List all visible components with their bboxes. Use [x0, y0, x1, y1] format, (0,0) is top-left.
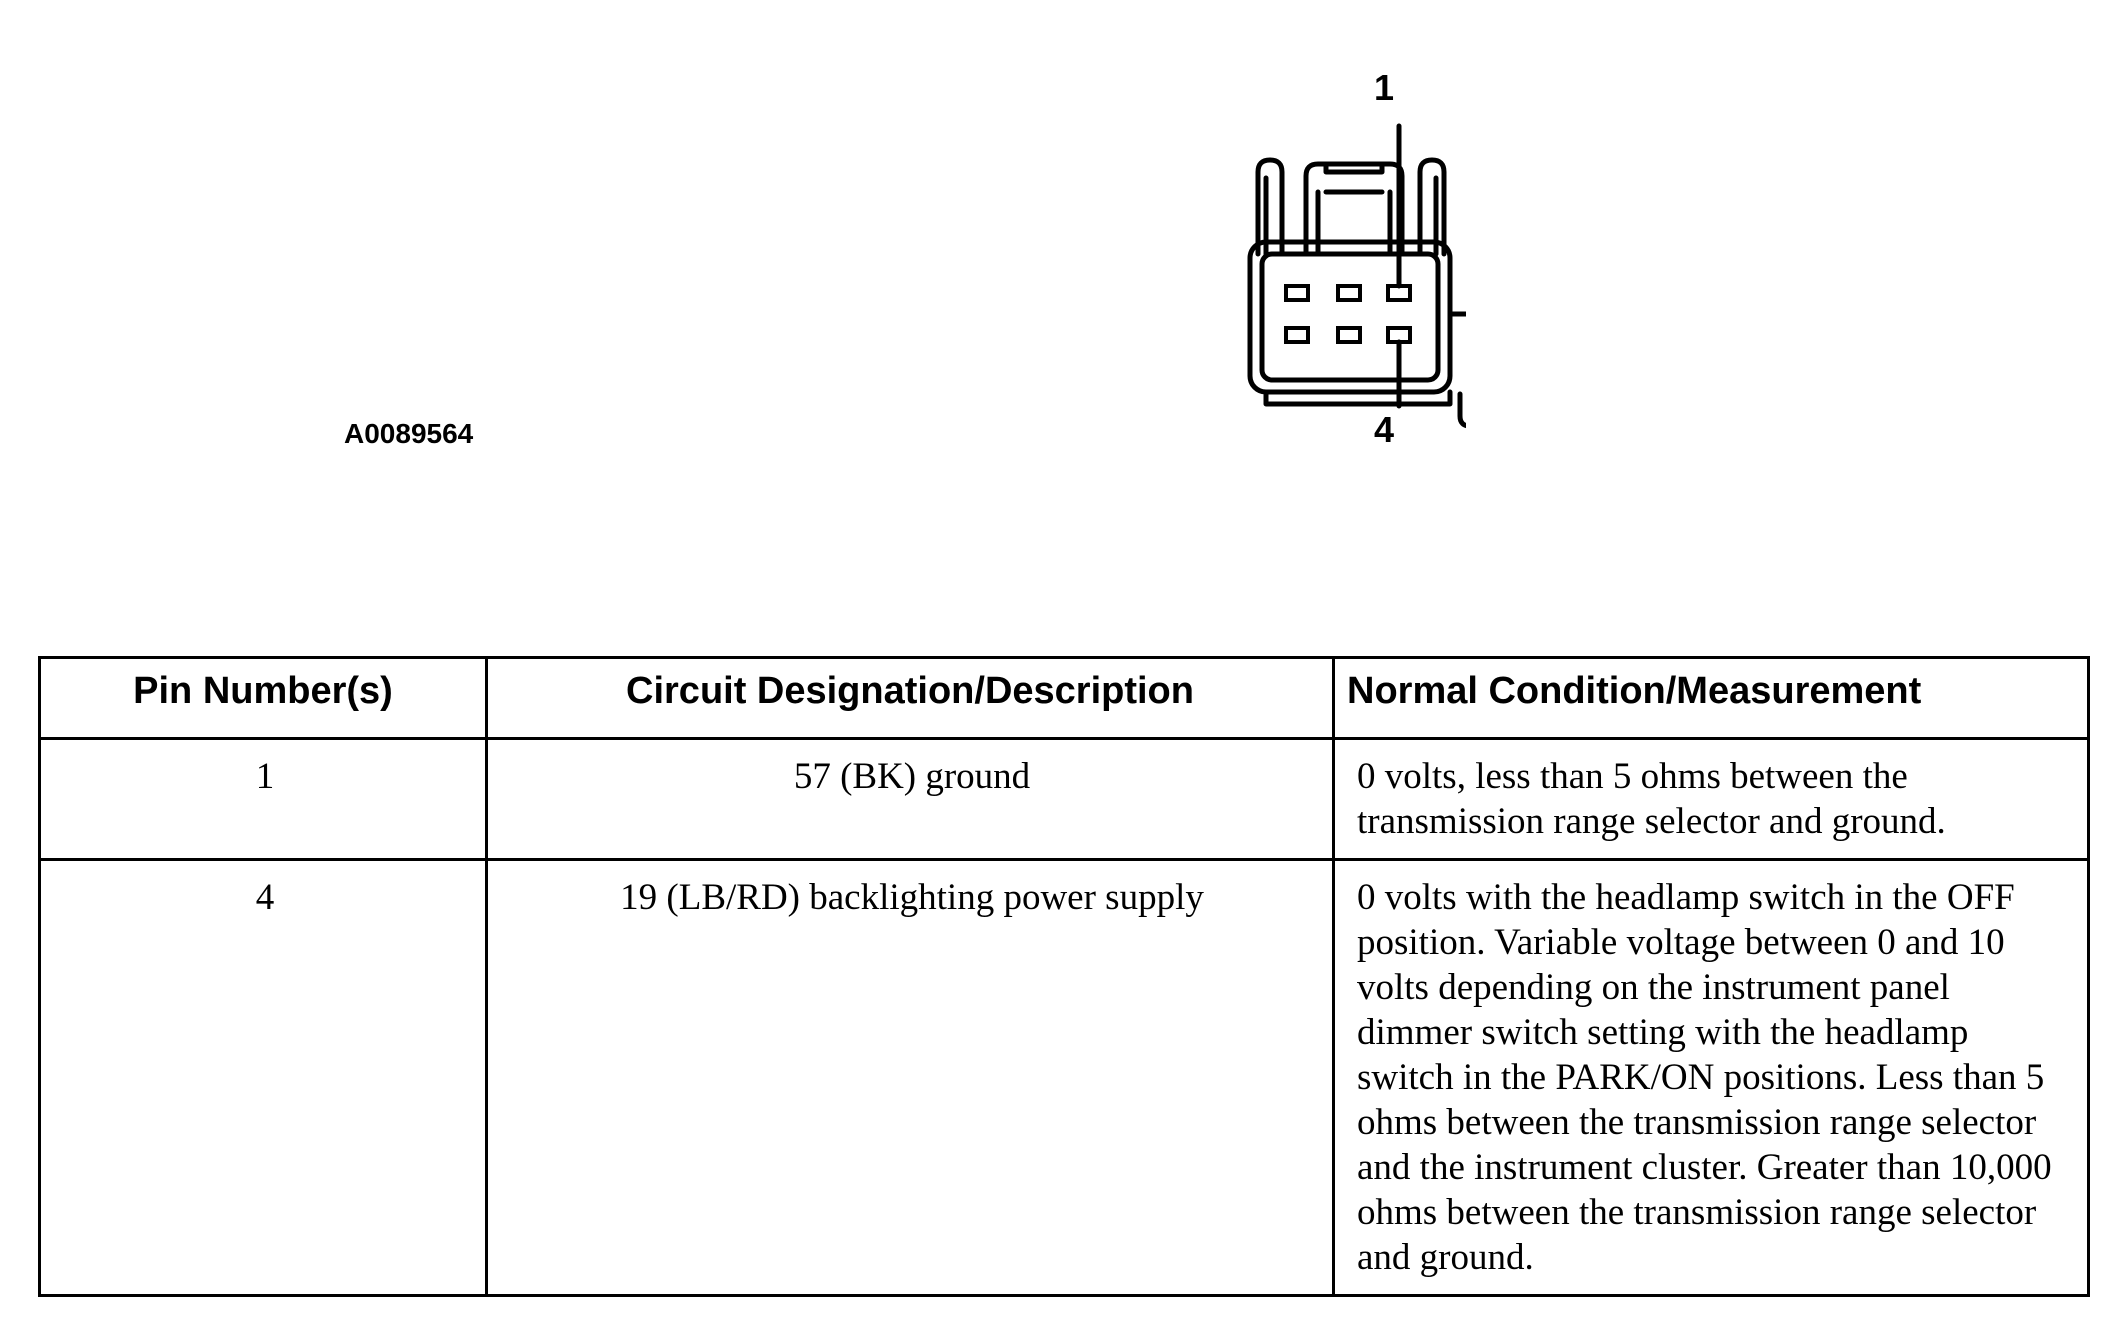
circuit-cell: 57 (BK) ground	[487, 739, 1334, 860]
figure-id: A0089564	[344, 418, 474, 449]
pin-number-cell: 4	[40, 860, 487, 1296]
pin-cavity	[1286, 328, 1308, 342]
pin-cavity	[1338, 328, 1360, 342]
pin-chart-table	[38, 656, 2090, 1297]
table-row	[40, 860, 2089, 1296]
table-header-row	[40, 658, 2089, 739]
condition-cell: 0 volts, less than 5 ohms between the transmission range selector and ground.	[1334, 739, 2089, 860]
header-normal-condition: Normal Condition/Measurement	[1334, 658, 2089, 739]
condition-cell: 0 volts with the headlamp switch in the OFF position. Variable voltage between 0 and 10 volts depending on the instrument panel dimmer switch setting with the headlamp switch in the PARK/ON positions. Less than 5 ohms between the transmission range selector and the instrument cluster. Greater than 10,000 ohms between the transmission range selector and ground.	[1334, 860, 2089, 1296]
header-pin-numbers: Pin Number(s)	[40, 658, 487, 739]
table-row	[40, 739, 2089, 860]
pin-cavity	[1286, 286, 1308, 300]
circuit-cell: 19 (LB/RD) backlighting power supply	[487, 860, 1334, 1296]
connector-diagram	[1236, 64, 1466, 464]
pin-number-cell: 1	[40, 739, 487, 860]
connector-housing	[1250, 242, 1450, 392]
pin-4-callout: 4	[1373, 409, 1395, 450]
header-circuit-description: Circuit Designation/Description	[487, 658, 1334, 739]
pin-cavity	[1338, 286, 1360, 300]
pin-1-callout: 1	[1373, 67, 1395, 108]
